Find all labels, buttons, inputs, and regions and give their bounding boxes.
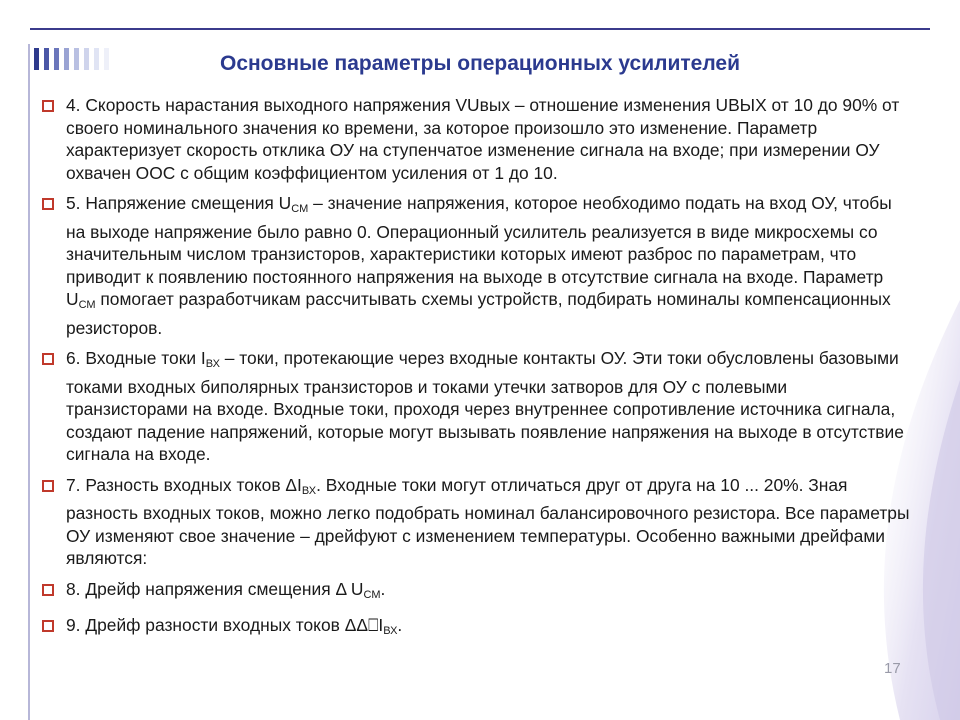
square-bullet-icon <box>42 198 54 210</box>
top-rule <box>30 28 930 30</box>
item-text: . <box>380 578 386 599</box>
subscript: СМ <box>78 299 96 311</box>
list-item-9 <box>42 614 912 643</box>
square-bullet-icon <box>42 353 54 365</box>
subscript: СМ <box>291 203 309 215</box>
slide-title: Основные параметры операционных усилителей <box>219 52 741 75</box>
item-text: 6. Входные токи I <box>66 348 206 368</box>
item-text: 4. Скорость нарастания выходного напряжения VUвых – отношение изменения UВЫХ от 10 до 90% от своего номинального значения ко времени, за которое произошло это изменение. Параметр характеризует скорость отклика ОУ на ступенчатое изменение сигнала на входе; при измерении ОУ охвачен ООС с общим коэффициентом усиления от 1 до 10. <box>66 95 900 183</box>
list-item-7 <box>42 474 912 570</box>
list-item-5 <box>42 192 912 339</box>
square-bullet-icon <box>42 100 54 112</box>
page-number: 17 <box>884 660 901 677</box>
square-bullet-icon <box>42 480 54 492</box>
item-text: 7. Разность входных токов ΔI <box>66 474 302 495</box>
item-text: 9. Дрейф разности входных токов ΔΔ⎕I <box>66 615 384 635</box>
list-item-6 <box>42 347 912 466</box>
item-text: . <box>397 615 403 635</box>
subscript: ВХ <box>301 484 317 497</box>
item-text: 8. Дрейф напряжения смещения Δ U <box>66 578 364 599</box>
subscript: ВХ <box>205 358 220 370</box>
square-bullet-icon <box>42 620 54 632</box>
bullet-list <box>42 94 912 651</box>
list-item-8 <box>42 578 912 607</box>
square-bullet-icon <box>42 584 54 596</box>
left-rule <box>28 44 30 720</box>
item-text: – токи, протекающие через входные контакты ОУ. Эти токи обусловлены базовыми токами входных биполярных транзисторов и токами утечки затворов для ОУ с полевыми транзисторами на входе. Входные токи, проходя через внутреннее сопротивление источника сигнала, создают падение напряжений, которые могут вызывать появление напряжения на выходе в отсутствие сигнала на входе. <box>66 348 904 464</box>
item-text: – значение напряжения, которое необходимо подать на вход ОУ, чтобы на выходе напряжение было равно 0. Операционный усилитель реализуется в виде микросхемы со значительным числом транзисторов, характеристики которых имеют разброс по параметрам, что приводит к появлению постоянного напряжения на выходе в отсутствие сигнала на входе. Параметр U <box>66 193 892 309</box>
item-text: 5. Напряжение смещения U <box>66 193 292 213</box>
item-text: помогает разработчикам рассчитывать схемы устройств, подбирать номиналы компенсационных резисторов. <box>66 289 891 338</box>
item-text: . Входные токи могут отличаться друг от друга на 10 ... 20%. Зная разность входных токов, можно легко подобрать номинал балансировочного резистора. Все параметры ОУ изменяют свое значение – дрейфуют с изменением температуры. Особенно важными дрейфами являются: <box>66 474 910 568</box>
list-item-4 <box>42 94 912 184</box>
subscript: СМ <box>363 588 381 601</box>
subscript: ВХ <box>383 625 398 637</box>
